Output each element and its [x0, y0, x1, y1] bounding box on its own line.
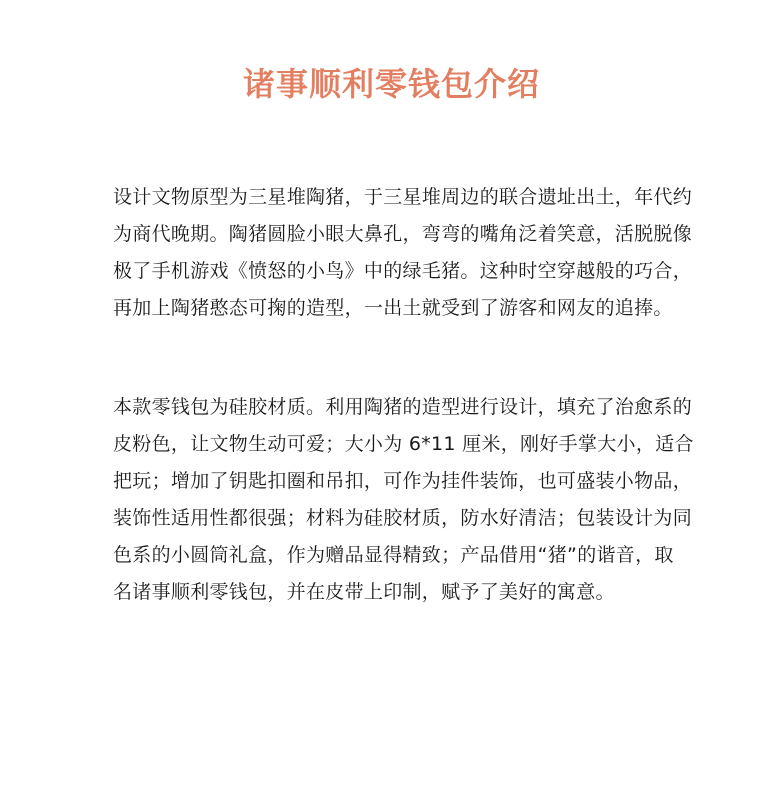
paragraph-line: 为商代晚期。陶猪圆脸小眼大鼻孔，弯弯的嘴角泛着笑意，活脱脱像 [113, 223, 693, 245]
paragraph-line: 装饰性适用性都很强；材料为硅胶材质，防水好清洁；包装设计为同 [113, 507, 693, 529]
page-title: 诸事顺利零钱包介绍 [242, 65, 540, 103]
paragraph-product-details [113, 389, 694, 611]
paragraph-line: 极了手机游戏《愤怒的小鸟》中的绿毛猪。这种时空穿越般的巧合， [113, 260, 693, 282]
paragraph-design-origin [113, 179, 693, 327]
paragraph-line: 皮粉色，让文物生动可爱；大小为 6*11 厘米，刚好手掌大小，适合 [113, 433, 694, 455]
paragraph-line: 名诸事顺利零钱包，并在皮带上印制，赋予了美好的寓意。 [113, 581, 615, 603]
paragraph-line: 设计文物原型为三星堆陶猪，于三星堆周边的联合遗址出土，年代约 [113, 186, 693, 208]
paragraph-line: 把玩；增加了钥匙扣圈和吊扣，可作为挂件装饰，也可盛装小物品， [113, 470, 693, 492]
paragraph-line: 本款零钱包为硅胶材质。利用陶猪的造型进行设计，填充了治愈系的 [113, 396, 693, 418]
paragraph-line: 再加上陶猪憨态可掬的造型，一出土就受到了游客和网友的追捧。 [113, 297, 673, 319]
paragraph-line: 色系的小圆筒礼盒，作为赠品显得精致；产品借用“猪”的谐音，取 [113, 544, 674, 566]
